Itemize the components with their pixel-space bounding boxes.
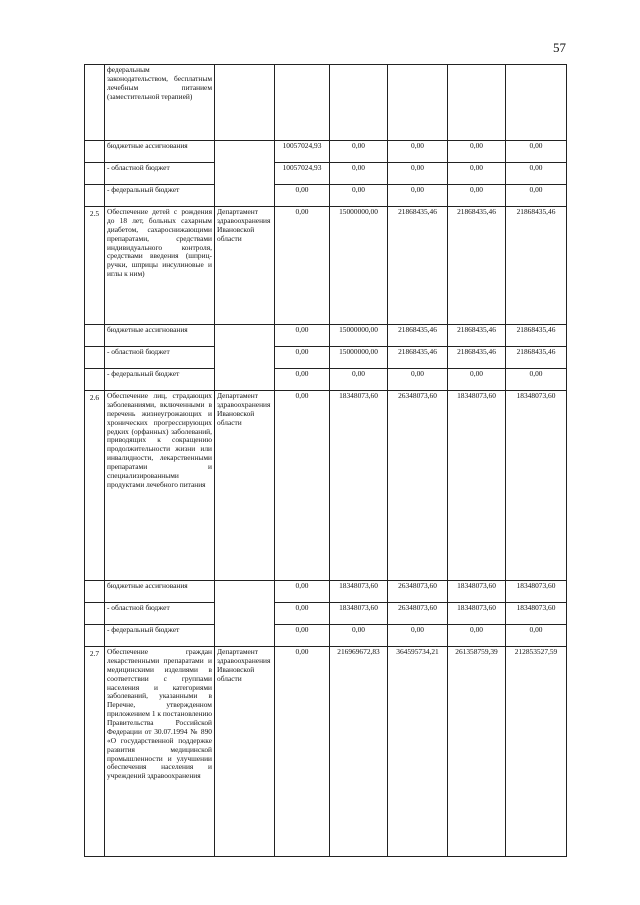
value-cell: 18348073,60 (448, 603, 506, 625)
table-row (85, 625, 567, 647)
value-cell: 0,00 (448, 625, 506, 647)
table-row (85, 391, 567, 581)
value-cell: 0,00 (330, 625, 388, 647)
table-row (85, 65, 567, 141)
value-cell: 0,00 (275, 625, 330, 647)
value-cell: 0,00 (275, 391, 330, 581)
value-cell: 21868435,46 (388, 207, 448, 325)
value-cell: 18348073,60 (448, 581, 506, 603)
value-cell (448, 65, 506, 141)
value-cell: 0,00 (448, 163, 506, 185)
row-number: 2.7 (85, 647, 105, 857)
budget-label: - областной бюджет (105, 163, 215, 185)
value-cell: 0,00 (275, 369, 330, 391)
value-cell: 26348073,60 (388, 581, 448, 603)
value-cell: 26348073,60 (388, 603, 448, 625)
value-cell: 0,00 (448, 369, 506, 391)
value-cell: 18348073,60 (448, 391, 506, 581)
value-cell: 0,00 (275, 207, 330, 325)
row-department (215, 325, 275, 391)
row-number: 2.5 (85, 207, 105, 325)
row-department (215, 141, 275, 207)
row-description: Обеспечение лиц, страдающих заболеваниями, включенными в перечень жизнеугрожающих и хронических прогрессирующих редких (орфанных) заболеваний, приводящих к сокращению продолжительности жизни или инвалидности, лекарственными препаратами и специализированными продуктами лечебного питания (105, 391, 215, 581)
value-cell: 0,00 (330, 163, 388, 185)
value-cell: 0,00 (506, 185, 567, 207)
row-description: федеральным законодательством, бесплатным лечебным питанием (заместительной терапией) (105, 65, 215, 141)
value-cell: 10057024,93 (275, 141, 330, 163)
value-cell: 18348073,60 (506, 603, 567, 625)
value-cell: 0,00 (275, 647, 330, 857)
value-cell: 18348073,60 (506, 391, 567, 581)
budget-label: бюджетные ассигнования (105, 325, 215, 347)
value-cell: 0,00 (448, 185, 506, 207)
row-number: 2.6 (85, 391, 105, 581)
value-cell: 15000000,00 (330, 347, 388, 369)
value-cell: 15000000,00 (330, 325, 388, 347)
value-cell: 21868435,46 (506, 347, 567, 369)
value-cell: 212853527,59 (506, 647, 567, 857)
value-cell: 18348073,60 (330, 391, 388, 581)
value-cell: 0,00 (388, 163, 448, 185)
table-row (85, 603, 567, 625)
value-cell: 0,00 (506, 369, 567, 391)
value-cell: 0,00 (506, 163, 567, 185)
table-row (85, 163, 567, 185)
value-cell: 0,00 (275, 185, 330, 207)
table-row (85, 185, 567, 207)
value-cell: 21868435,46 (506, 207, 567, 325)
value-cell: 26348073,60 (388, 391, 448, 581)
value-cell: 18348073,60 (330, 581, 388, 603)
value-cell: 364595734,21 (388, 647, 448, 857)
value-cell (506, 65, 567, 141)
value-cell: 0,00 (330, 369, 388, 391)
value-cell (330, 65, 388, 141)
table-row (85, 347, 567, 369)
table-row (85, 141, 567, 163)
table-row (85, 207, 567, 325)
value-cell: 0,00 (388, 369, 448, 391)
budget-label: - областной бюджет (105, 347, 215, 369)
value-cell: 15000000,00 (330, 207, 388, 325)
value-cell: 21868435,46 (448, 207, 506, 325)
value-cell: 18348073,60 (506, 581, 567, 603)
value-cell: 0,00 (388, 625, 448, 647)
row-number (85, 65, 105, 141)
value-cell: 0,00 (275, 603, 330, 625)
budget-label: - федеральный бюджет (105, 185, 215, 207)
value-cell (275, 65, 330, 141)
row-department: Департамент здравоохранения Ивановской области (215, 647, 275, 857)
value-cell: 0,00 (506, 625, 567, 647)
value-cell: 0,00 (275, 581, 330, 603)
value-cell: 0,00 (506, 141, 567, 163)
value-cell: 0,00 (448, 141, 506, 163)
budget-label: - областной бюджет (105, 603, 215, 625)
value-cell (388, 65, 448, 141)
value-cell: 21868435,46 (506, 325, 567, 347)
row-department: Департамент здравоохранения Ивановской области (215, 207, 275, 325)
table-row (85, 581, 567, 603)
value-cell: 0,00 (330, 185, 388, 207)
budget-label: бюджетные ассигнования (105, 581, 215, 603)
row-description: Обеспечение детей с рождения до 18 лет, больных сахарным диабетом, сахароснижающими препаратами, средствами индивидуального контроля, средствами введения (шприц-ручки, шприцы инсулиновые и иглы к ним) (105, 207, 215, 325)
value-cell: 0,00 (388, 141, 448, 163)
value-cell: 21868435,46 (388, 347, 448, 369)
value-cell: 0,00 (275, 325, 330, 347)
value-cell: 261358759,39 (448, 647, 506, 857)
value-cell: 21868435,46 (388, 325, 448, 347)
table-row (85, 369, 567, 391)
page-number: 57 (553, 40, 566, 55)
row-department (215, 65, 275, 141)
table-row (85, 647, 567, 857)
value-cell: 0,00 (330, 141, 388, 163)
value-cell: 0,00 (388, 185, 448, 207)
row-department (215, 581, 275, 647)
value-cell: 10057024,93 (275, 163, 330, 185)
budget-label: - федеральный бюджет (105, 625, 215, 647)
budget-label: бюджетные ассигнования (105, 141, 215, 163)
value-cell: 21868435,46 (448, 347, 506, 369)
table-row (85, 325, 567, 347)
value-cell: 18348073,60 (330, 603, 388, 625)
value-cell: 21868435,46 (448, 325, 506, 347)
value-cell: 0,00 (275, 347, 330, 369)
value-cell: 216969672,83 (330, 647, 388, 857)
budget-label: - федеральный бюджет (105, 369, 215, 391)
row-department: Департамент здравоохранения Ивановской области (215, 391, 275, 581)
row-description: Обеспечение граждан лекарственными препаратами и медицинскими изделиями в соответствии с группами населения и категориями заболеваний, указанными в Перечне, утвержденном приложением 1 к постановлению Правительства Российской Федерации от 30.07.1994 № 890 «О государственной поддержке развития медицинской промышленности и улучшении обеспечения населения и учреждений здравоохранения (105, 647, 215, 857)
program-funding-table (84, 64, 567, 857)
